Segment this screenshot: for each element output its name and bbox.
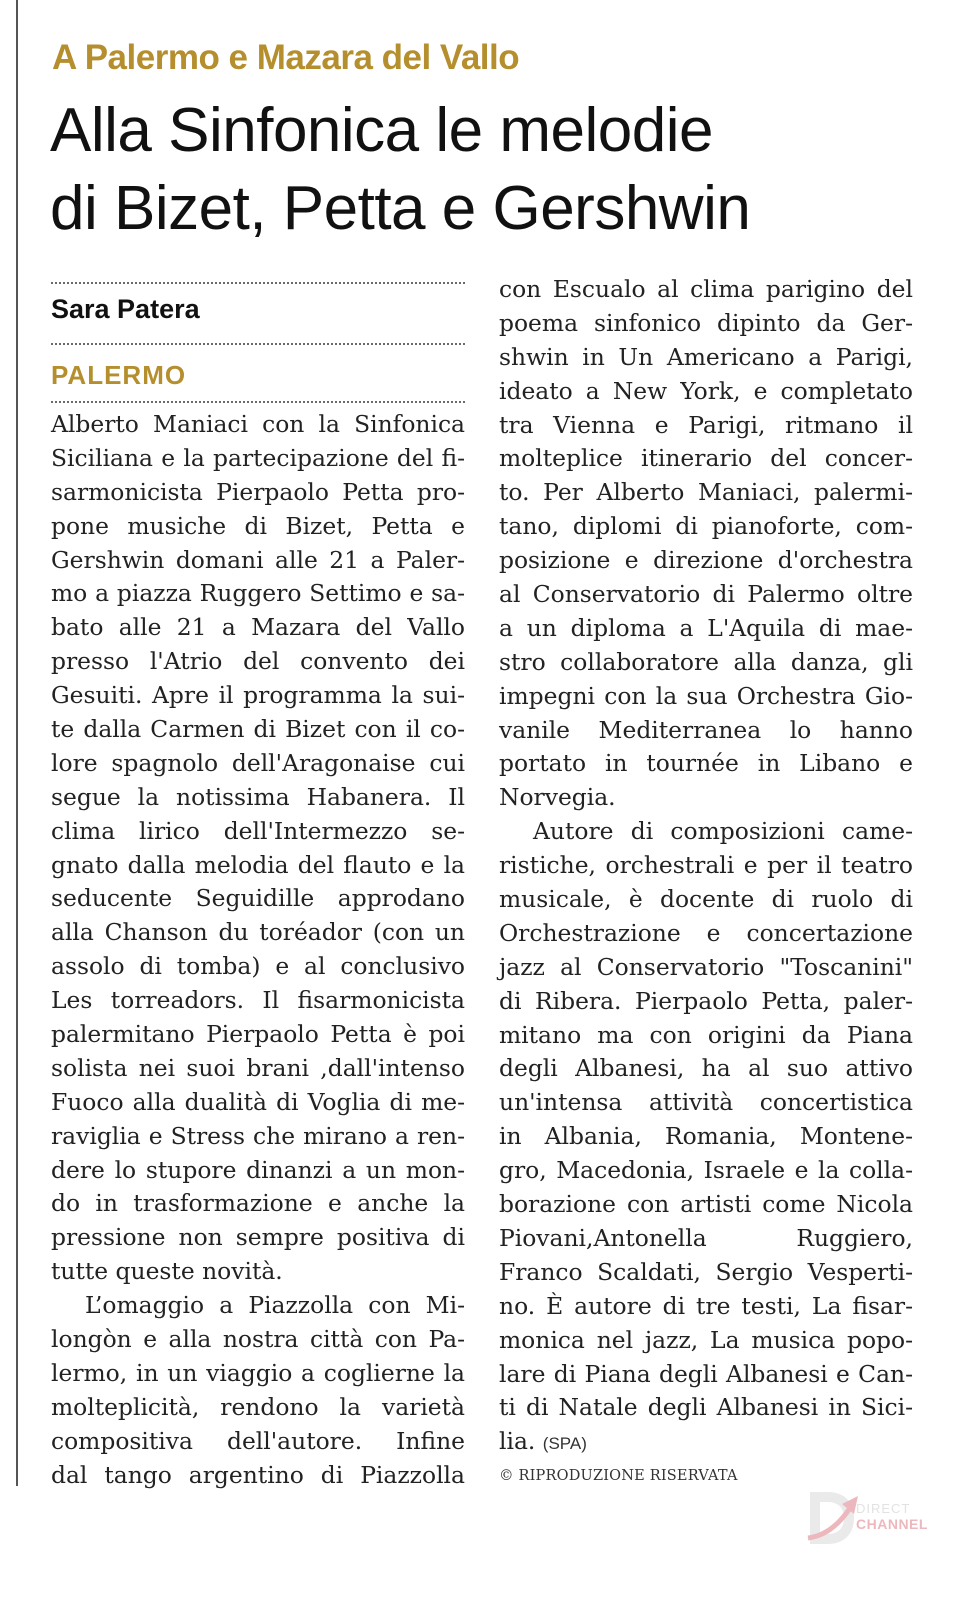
body-line: Piovani,Antonella Ruggiero,	[499, 1223, 913, 1252]
body-line: to. Per Alberto Maniaci, palermi-	[499, 478, 913, 507]
body-line: mo a piazza Ruggero Settimo e sa-	[51, 579, 465, 608]
article-kicker: A Palermo e Mazara del Vallo	[52, 38, 520, 77]
body-line: molteplice itinerario del concer-	[499, 444, 913, 473]
body-line: mitano ma con origini da Piana	[499, 1020, 913, 1049]
watermark-text-direct: DIRECT	[856, 1501, 911, 1516]
body-last-line	[499, 1425, 913, 1459]
body-line: clima lirico dell'Intermezzo se-	[51, 816, 465, 845]
watermark-text-channel: CHANNEL	[856, 1516, 928, 1532]
body-line: lare di Piana degli Albanesi e Can-	[499, 1359, 913, 1388]
body-line: molteplicità, rendono la varietà	[51, 1392, 465, 1421]
dotted-divider	[51, 282, 465, 284]
body-line: longòn e alla nostra città con Pa-	[51, 1325, 465, 1354]
body-line: in Albania, Romania, Montene-	[499, 1122, 913, 1151]
body-line: seducente Seguidille approdano	[51, 884, 465, 913]
body-line: un'intensa attività concertistica	[499, 1088, 913, 1117]
direct-channel-watermark	[806, 1486, 946, 1550]
body-line: jazz al Conservatorio "Toscanini"	[499, 952, 913, 981]
body-line: assolo di tomba) e al conclusivo	[51, 952, 465, 981]
body-line: Alberto Maniaci con la Sinfonica	[51, 410, 465, 438]
body-line: do in trasformazione e anche la	[51, 1189, 465, 1218]
body-line: a un diploma a L'Aquila di mae-	[499, 613, 913, 642]
body-line: no. È autore di tre testi, La fisar-	[499, 1291, 913, 1320]
body-line: vanile Mediterranea lo hanno	[499, 715, 913, 744]
body-line: Franco Scaldati, Sergio Vesperti-	[499, 1257, 913, 1286]
body-line: impegni con la sua Orchestra Gio-	[499, 681, 913, 710]
body-line: musicale, è docente di ruolo di	[499, 885, 913, 914]
body-line: gro, Macedonia, Israele e la colla-	[499, 1156, 913, 1185]
body-line: Gershwin domani alle 21 a Paler-	[51, 545, 465, 574]
article-body-left-column	[51, 408, 465, 1493]
body-line: portato in tournée in Libano e	[499, 749, 913, 778]
body-line: presso l'Atrio del convento dei	[51, 647, 465, 676]
dotted-divider	[51, 401, 465, 403]
body-line: Siciliana e la partecipazione del fi-	[51, 443, 465, 472]
body-line: Orchestrazione e concertazione	[499, 918, 913, 947]
body-line: dal tango argentino di Piazzolla	[51, 1460, 465, 1489]
body-line: dere lo stupore dinanzi a un mon-	[51, 1155, 465, 1184]
body-line: borazione con artisti come Nicola	[499, 1190, 913, 1219]
body-line: ideato a New York, e completato	[499, 376, 913, 405]
body-line: al Conservatorio di Palermo oltre	[499, 580, 913, 609]
headline-line: di Bizet, Petta e Gershwin	[50, 174, 751, 243]
body-line: lermo, in un viaggio a coglierne la	[51, 1358, 465, 1387]
body-line: ti di Natale degli Albanesi in Sici-	[499, 1393, 913, 1422]
author-signature: (SPA)	[542, 1434, 587, 1454]
body-line: poema sinfonico dipinto da Ger-	[499, 308, 913, 337]
body-line: L’omaggio a Piazzolla con Mi-	[85, 1291, 465, 1320]
body-line: Fuoco alla dualità di Voglia di me-	[51, 1087, 465, 1116]
body-line: stro collaboratore alla danza, gli	[499, 647, 913, 676]
left-column-rule	[16, 0, 18, 1486]
dotted-divider	[51, 343, 465, 345]
headline-line: Alla Sinfonica le melodie	[50, 96, 713, 165]
body-line: ristiche, orchestrali e per il teatro	[499, 851, 913, 880]
body-line: gnato dalla melodia del flauto e la	[51, 850, 465, 879]
body-line: posizione e direzione d'orchestra	[499, 546, 913, 575]
body-line: compositiva dell'autore. Infine	[51, 1426, 465, 1455]
article-headline	[50, 92, 930, 248]
body-line: pressione non sempre positiva di	[51, 1223, 465, 1252]
article-body-right-column	[499, 273, 913, 1459]
body-line: tano, diplomi di pianoforte, com-	[499, 512, 913, 541]
body-line: lore spagnolo dell'Aragonaise cui	[51, 748, 465, 777]
article-dateline: PALERMO	[51, 360, 187, 390]
body-line: Norvegia.	[499, 783, 616, 812]
body-line: raviglia e Stress che mirano a ren-	[51, 1121, 465, 1150]
body-line: Les torreadors. Il fisarmonicista	[51, 986, 465, 1015]
copyright-notice: © RIPRODUZIONE RISERVATA	[499, 1468, 738, 1484]
body-line: monica nel jazz, La musica popo-	[499, 1325, 913, 1354]
body-line: Gesuiti. Apre il programma la sui-	[51, 681, 465, 710]
body-line: tra Vienna e Parigi, ritmano il	[499, 410, 913, 439]
body-line: alla Chanson du toréador (con un	[51, 918, 465, 947]
body-line: con Escualo al clima parigino del	[499, 275, 913, 303]
body-line: te dalla Carmen di Bizet con il co-	[51, 715, 465, 744]
body-line: palermitano Pierpaolo Petta è poi	[51, 1020, 465, 1049]
body-line: Autore di composizioni came-	[533, 817, 913, 846]
body-line-text: lia.	[499, 1427, 536, 1456]
body-line: tutte queste novità.	[51, 1257, 283, 1286]
body-line: pone musiche di Bizet, Petta e	[51, 511, 465, 540]
body-line: solista nei suoi brani ,dall'intenso	[51, 1053, 465, 1082]
body-line: shwin in Un Americano a Parigi,	[499, 342, 913, 371]
body-line: segue la notissima Habanera. Il	[51, 782, 465, 811]
body-line: bato alle 21 a Mazara del Vallo	[51, 613, 465, 642]
body-line: degli Albanesi, ha al suo attivo	[499, 1054, 913, 1083]
body-line: sarmonicista Pierpaolo Petta pro-	[51, 477, 465, 506]
body-line: di Ribera. Pierpaolo Petta, paler-	[499, 986, 913, 1015]
article-byline: Sara Patera	[51, 294, 200, 324]
